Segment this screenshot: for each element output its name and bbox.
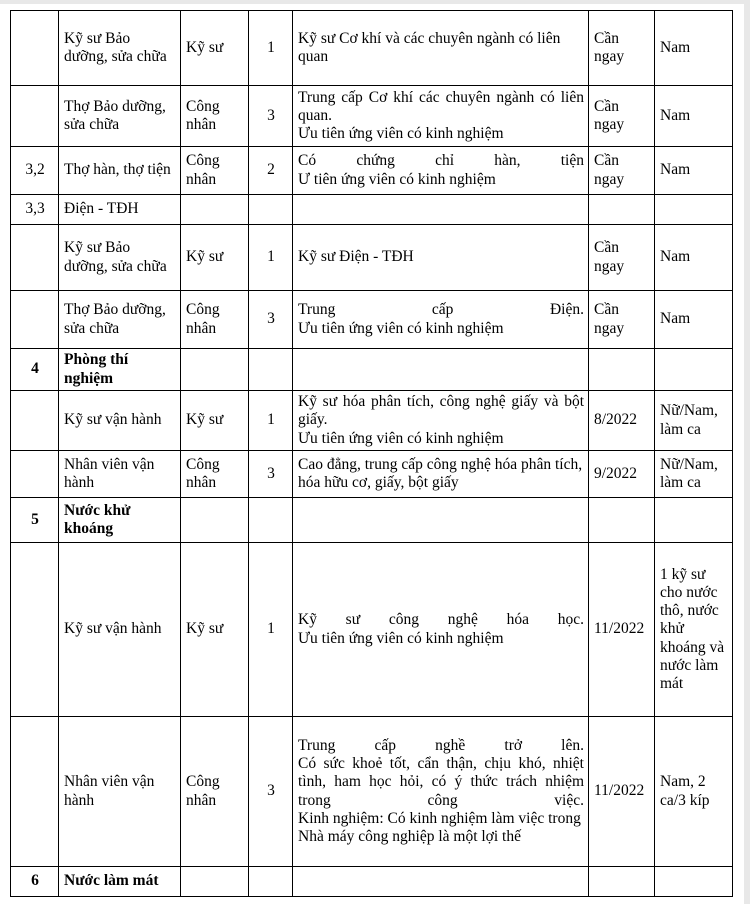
cell-level: Kỹ sư [181, 225, 249, 291]
table-row [11, 11, 733, 86]
cell-quantity [249, 195, 293, 225]
table-row [11, 717, 733, 867]
requirement-line: Ư tiên ứng viên có kinh nghiệm [298, 170, 496, 188]
cell-requirements [293, 291, 589, 349]
cell-stt [11, 391, 59, 451]
cell-level: Kỹ sư [181, 11, 249, 86]
table-row [11, 195, 733, 225]
cell-level [181, 195, 249, 225]
cell-time [589, 867, 655, 897]
cell-note: Nữ/Nam, làm ca [655, 451, 733, 498]
cell-stt: 5 [11, 498, 59, 543]
cell-time: Cần ngay [589, 11, 655, 86]
cell-position: Thợ Bảo dưỡng, sửa chữa [59, 291, 181, 349]
cell-time: 9/2022 [589, 451, 655, 498]
cell-note [655, 498, 733, 543]
table-row [11, 291, 733, 349]
cell-note: Nam [655, 291, 733, 349]
page-top-edge [0, 0, 750, 4]
requirement-line: Kỹ sư hóa phân tích, công nghệ giấy và bột giấy. [298, 393, 584, 429]
cell-quantity [249, 498, 293, 543]
cell-stt [11, 291, 59, 349]
table-row [11, 543, 733, 717]
cell-position: Kỹ sư vận hành [59, 391, 181, 451]
cell-note: Nam [655, 225, 733, 291]
table-row [11, 147, 733, 195]
recruitment-table [10, 10, 733, 897]
requirement-line: Kinh nghiệm: Có kinh nghiệm làm việc trong Nhà máy công nghiệp là một lợi thế [298, 809, 581, 846]
requirement-line: Kỹ sư Điện - TĐH [298, 248, 414, 266]
cell-position: Điện - TĐH [59, 195, 181, 225]
cell-stt: 4 [11, 349, 59, 391]
requirement-line: Kỹ sư công nghệ hóa học. [298, 611, 584, 629]
table-row [11, 225, 733, 291]
cell-level: Công nhân [181, 147, 249, 195]
table-row [11, 867, 733, 897]
cell-requirements [293, 867, 589, 897]
cell-time: Cần ngay [589, 291, 655, 349]
cell-level: Kỹ sư [181, 543, 249, 717]
requirement-line: Trung cấp Điện. [298, 301, 584, 319]
cell-time: 8/2022 [589, 391, 655, 451]
cell-time: Cần ngay [589, 225, 655, 291]
cell-time: Cần ngay [589, 86, 655, 147]
cell-time [589, 195, 655, 225]
table-row [11, 498, 733, 543]
cell-quantity [249, 349, 293, 391]
cell-stt [11, 543, 59, 717]
cell-position: Kỹ sư vận hành [59, 543, 181, 717]
cell-quantity: 2 [249, 147, 293, 195]
cell-note: Nam [655, 147, 733, 195]
cell-position: Nước làm mát [59, 867, 181, 897]
cell-level: Kỹ sư [181, 391, 249, 451]
cell-note [655, 195, 733, 225]
cell-requirements [293, 498, 589, 543]
cell-note: 1 kỹ sư cho nước thô, nước khử khoáng và nước làm mát [655, 543, 733, 717]
cell-note: Nam [655, 86, 733, 147]
requirement-line: Trung cấp Cơ khí các chuyên ngành có liên quan. [298, 88, 584, 124]
cell-quantity: 1 [249, 543, 293, 717]
cell-time [589, 349, 655, 391]
cell-time: 11/2022 [589, 543, 655, 717]
cell-position: Nhân viên vận hành [59, 717, 181, 867]
cell-position: Kỹ sư Bảo dưỡng, sửa chữa [59, 11, 181, 86]
cell-requirements [293, 195, 589, 225]
cell-position: Phòng thí nghiệm [59, 349, 181, 391]
cell-stt: 3,3 [11, 195, 59, 225]
cell-position: Thợ hàn, thợ tiện [59, 147, 181, 195]
cell-level: Công nhân [181, 717, 249, 867]
cell-requirements [293, 147, 589, 195]
cell-time [589, 498, 655, 543]
cell-stt: 3,2 [11, 147, 59, 195]
cell-note: Nữ/Nam, làm ca [655, 391, 733, 451]
requirement-line: Trung cấp nghề trở lên. [298, 736, 584, 754]
cell-level [181, 349, 249, 391]
recruitment-table-body [11, 11, 733, 897]
cell-note: Nam [655, 11, 733, 86]
page-right-edge [744, 0, 750, 904]
requirement-line: Ưu tiên ứng viên có kinh nghiệm [298, 629, 504, 647]
cell-requirements [293, 225, 589, 291]
cell-level: Công nhân [181, 86, 249, 147]
cell-level [181, 867, 249, 897]
cell-requirements [293, 11, 589, 86]
cell-quantity: 3 [249, 291, 293, 349]
cell-position: Kỹ sư Bảo dưỡng, sửa chữa [59, 225, 181, 291]
cell-requirements [293, 349, 589, 391]
cell-requirements [293, 717, 589, 867]
cell-quantity: 3 [249, 451, 293, 498]
cell-stt [11, 11, 59, 86]
cell-stt [11, 225, 59, 291]
cell-note: Nam, 2 ca/3 kíp [655, 717, 733, 867]
cell-level: Công nhân [181, 291, 249, 349]
cell-note [655, 867, 733, 897]
requirement-line: Ưu tiên ứng viên có kinh nghiệm [298, 319, 504, 337]
table-row [11, 391, 733, 451]
requirement-line: Kỹ sư Cơ khí và các chuyên ngành có liên quan [298, 29, 561, 65]
cell-time: Cần ngay [589, 147, 655, 195]
table-row [11, 451, 733, 498]
requirement-line: Cao đẳng, trung cấp công nghệ hóa phân tích, hóa hữu cơ, giấy, bột giấy [298, 455, 583, 491]
requirement-line: Ưu tiên ứng viên có kinh nghiệm [298, 429, 504, 447]
cell-position: Nước khử khoáng [59, 498, 181, 543]
cell-stt [11, 717, 59, 867]
cell-position: Thợ Bảo dưỡng, sửa chữa [59, 86, 181, 147]
cell-requirements [293, 391, 589, 451]
recruitment-table-container [10, 10, 732, 897]
cell-level: Công nhân [181, 451, 249, 498]
requirement-line: Có sức khoẻ tốt, cẩn thận, chịu khó, nhiệt tình, ham học hỏi, có ý thức trách nhiệm trong công việc. [298, 754, 584, 809]
cell-position: Nhân viên vận hành [59, 451, 181, 498]
cell-quantity [249, 867, 293, 897]
cell-stt [11, 451, 59, 498]
requirement-line: Ưu tiên ứng viên có kinh nghiệm [298, 125, 504, 143]
cell-level [181, 498, 249, 543]
cell-stt: 6 [11, 867, 59, 897]
cell-time: 11/2022 [589, 717, 655, 867]
cell-requirements [293, 86, 589, 147]
cell-quantity: 1 [249, 225, 293, 291]
cell-quantity: 3 [249, 717, 293, 867]
cell-stt [11, 86, 59, 147]
cell-quantity: 3 [249, 86, 293, 147]
cell-note [655, 349, 733, 391]
table-row [11, 86, 733, 147]
cell-requirements [293, 451, 589, 498]
table-row [11, 349, 733, 391]
cell-quantity: 1 [249, 11, 293, 86]
cell-quantity: 1 [249, 391, 293, 451]
cell-requirements [293, 543, 589, 717]
requirement-line: Có chứng chỉ hàn, tiện [298, 152, 584, 170]
